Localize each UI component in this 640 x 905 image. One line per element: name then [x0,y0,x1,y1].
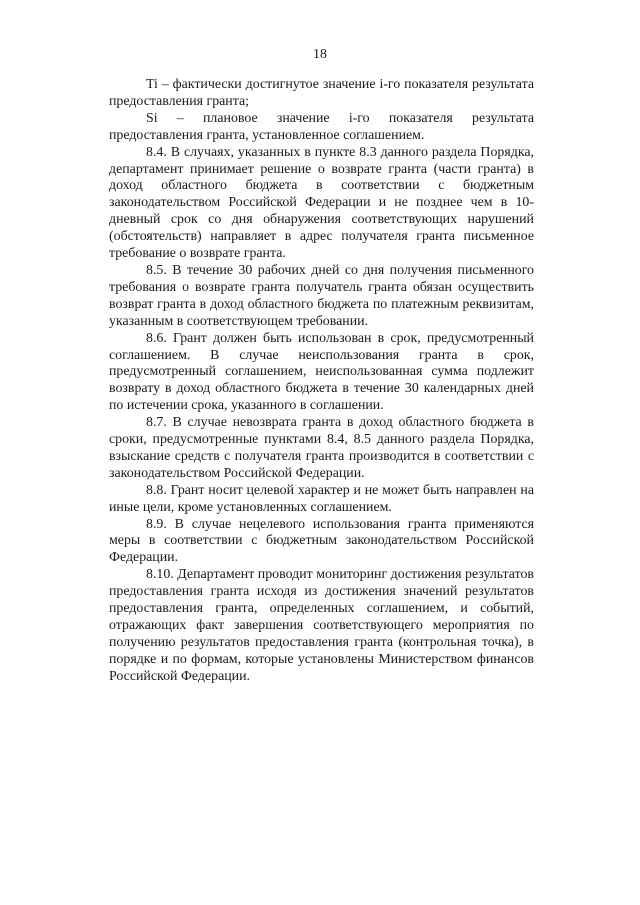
page-number: 18 [313,47,327,62]
paragraph-8-6: 8.6. Грант должен быть использован в срок, предусмотренный соглашением. В случае неиспользования гранта в срок, предусмотренный соглашением, неиспользованная сумма подлежит возврату в доход областного бюджета в течение 30 календарных дней по истечении срока, указанного в соглашении. [109,330,534,414]
paragraph-8-5: 8.5. В течение 30 рабочих дней со дня получения письменного требования о возврате гранта получатель гранта обязан осуществить возврат гранта в доход областного бюджета по платежным реквизитам, указанным в соответствующем требовании. [109,262,534,329]
paragraph-si-definition: Si – плановое значение i-го показателя результата предоставления гранта, установленное соглашением. [109,110,534,143]
paragraph-8-10: 8.10. Департамент проводит мониторинг достижения результатов предоставления гранта исходя из достижения значений результатов предоставления гранта, определенных соглашением, и событий, отражающих факт завершения соответствующего мероприятия по получению результатов предоставления гранта (контрольная точка), в порядке и по формам, которые установлены Министерством финансов Российской Федерации. [109,567,534,684]
paragraph-8-4: 8.4. В случаях, указанных в пункте 8.3 данного раздела Порядка, департамент принимает решение о возврате гранта (части гранта) в доход областного бюджета в соответствии с бюджетным законодательством Российской Федерации и не позднее чем в 10-дневный срок со дня обнаружения соответствующих нарушений (обстоятельств) направляет в адрес получателя гранта письменное требование о возврате гранта. [109,144,534,262]
paragraph-ti-definition: Ti – фактически достигнутое значение i-го показателя результата предоставления гранта; [109,77,534,109]
paragraph-8-7: 8.7. В случае невозврата гранта в доход областного бюджета в сроки, предусмотренные пунктами 8.4, 8.5 данного раздела Порядка, взыскание средств с получателя гранта производится в соответствии с законодательством Российской Федерации. [109,415,534,481]
document-body [109,77,534,686]
paragraph-8-8: 8.8. Грант носит целевой характер и не может быть направлен на иные цели, кроме установленных соглашением. [109,482,534,515]
paragraph-8-9: 8.9. В случае нецелевого использования гранта применяются меры в соответствии с бюджетным законодательством Российской Федерации. [109,516,534,566]
